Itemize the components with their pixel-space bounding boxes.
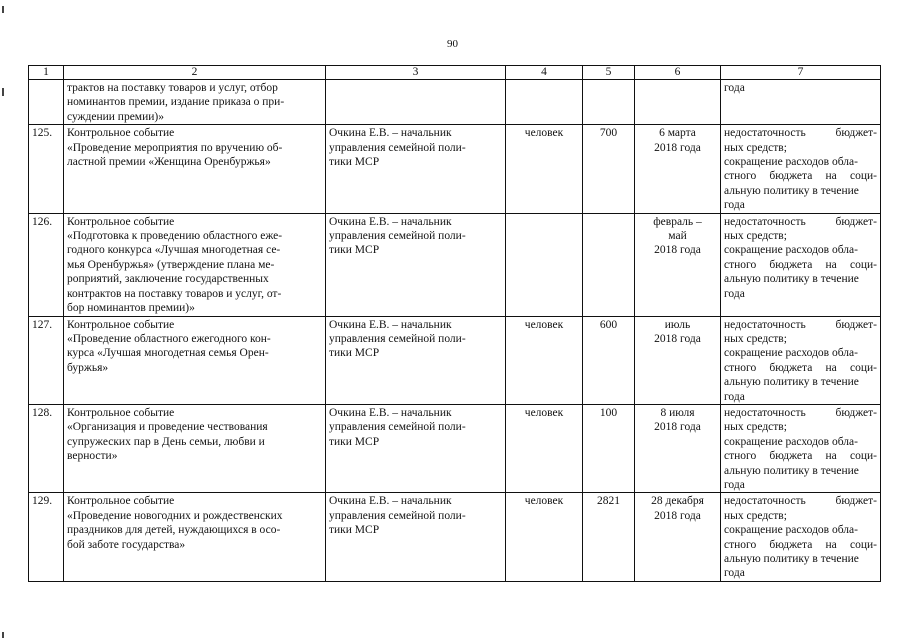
event-cell [64,80,326,125]
risk-cell [721,404,881,492]
column-number: 6 [635,66,721,80]
risk-line: недостаточность бюджет- [724,318,877,331]
column-number: 4 [506,66,583,80]
date-cell [635,80,721,125]
event-line: Контрольное событие [67,495,175,508]
date-line: 2018 года [654,332,701,345]
date-line: 8 июля [660,406,695,419]
risk-line: альную политику в течение [724,464,859,477]
risk-line: стного бюджета на соци- [724,361,877,374]
responsible-line: управления семейной поли- [329,332,466,345]
row-number-cell: 126. [29,213,64,316]
risk-line: альную политику в течение [724,273,859,286]
risk-line: стного бюджета на соци- [724,258,877,271]
risk-line: года [724,82,745,94]
date-cell [635,316,721,404]
value-cell: 2821 [583,493,635,581]
date-line: июль [664,318,691,331]
responsible-line: тики МСР [329,156,380,169]
risk-cell [721,213,881,316]
unit-cell: человек [506,125,583,213]
column-number: 2 [64,66,326,80]
risk-line: стного бюджета на соци- [724,538,877,551]
value-cell [583,213,635,316]
event-cell [64,213,326,316]
unit-cell [506,213,583,316]
event-line: верности» [67,450,118,463]
responsible-line: Очкина Е.В. – начальник [329,318,452,331]
event-line: Контрольное событие [67,318,175,331]
risk-line: стного бюджета на соци- [724,450,877,463]
date-line: 6 марта [659,127,696,140]
event-line: Контрольное событие [67,127,175,140]
page-number: 90 [447,38,458,50]
date-cell [635,404,721,492]
unit-cell [506,80,583,125]
responsible-cell [326,80,506,125]
risk-line: года [724,390,745,403]
row-number-cell: 129. [29,493,64,581]
date-line: май [668,230,687,243]
row-number-cell [29,80,64,125]
date-line: 2018 года [654,421,701,434]
risk-line: ных средств; [724,421,787,434]
risk-line: альную политику в течение [724,553,859,565]
risk-line: сокращение расходов обла- [724,435,858,448]
table-row [29,493,881,581]
date-cell [635,213,721,316]
scan-edge-mark [2,632,4,638]
responsible-cell [326,316,506,404]
responsible-line: тики МСР [329,435,380,448]
responsible-line: тики МСР [329,347,380,360]
table-row [29,125,881,213]
risk-line: недостаточность бюджет- [724,406,877,419]
risk-line: сокращение расходов обла- [724,156,858,169]
risk-line: года [724,287,745,300]
event-line: буржья» [67,361,109,374]
responsible-line: управления семейной поли- [329,230,466,243]
event-line: контрактов на поставку товаров и услуг, от- [67,287,282,300]
table-row [29,404,881,492]
value-cell: 100 [583,404,635,492]
risk-cell [721,125,881,213]
table-row [29,316,881,404]
risk-line: ных средств; [724,230,787,243]
event-line: номинантов премии, издание приказа о при- [67,96,285,109]
date-line: февраль – [653,215,702,228]
risk-line: недостаточность бюджет- [724,127,877,140]
continuation-row [29,80,881,125]
risk-line: альную политику в течение [724,184,859,197]
event-line: Контрольное событие [67,406,175,419]
risk-line: недостаточность бюджет- [724,215,877,228]
column-number: 3 [326,66,506,80]
event-line: годного конкурса «Лучшая многодетная се- [67,244,281,257]
event-line: праздников для детей, нуждающихся в осо- [67,524,281,537]
responsible-line: тики МСР [329,244,380,257]
event-line: трактов на поставку товаров и услуг, отбор [67,82,278,94]
responsible-cell [326,125,506,213]
event-line: ластной премии «Женщина Оренбуржья» [67,156,271,169]
responsible-cell [326,493,506,581]
event-cell [64,125,326,213]
risk-line: ных средств; [724,509,787,522]
risk-line: сокращение расходов обла- [724,347,858,360]
responsible-line: управления семейной поли- [329,421,466,434]
scan-edge-mark [2,88,4,96]
event-line: «Проведение новогодних и рождественских [67,509,283,522]
unit-cell: человек [506,316,583,404]
event-line: роприятий, заключение государственных [67,273,269,286]
event-cell [64,493,326,581]
responsible-line: управления семейной поли- [329,509,466,522]
event-line: бой заботе государства» [67,538,186,551]
event-line: мья Оренбуржья» (утверждение плана ме- [67,258,275,271]
row-number-cell: 125. [29,125,64,213]
event-cell [64,316,326,404]
row-number-cell: 127. [29,316,64,404]
event-line: «Подготовка к проведению областного еже- [67,230,283,243]
risk-cell [721,493,881,581]
event-line: курса «Лучшая многодетная семья Орен- [67,347,269,360]
risk-line: года [724,478,745,491]
date-cell [635,493,721,581]
date-line: 2018 года [654,244,701,257]
responsible-line: Очкина Е.В. – начальник [329,406,452,419]
responsible-line: Очкина Е.В. – начальник [329,495,452,508]
risk-line: альную политику в течение [724,376,859,389]
risk-line: года [724,199,745,212]
responsible-cell [326,404,506,492]
risk-line: ных средств; [724,141,787,154]
responsible-line: управления семейной поли- [329,141,466,154]
date-line: 2018 года [654,141,701,154]
risk-line: года [724,567,745,580]
event-line: суждении премии)» [67,110,164,123]
column-number-row [29,66,881,80]
event-line: бор номинантов премии)» [67,302,195,315]
risk-line: сокращение расходов обла- [724,524,858,537]
responsible-line: тики МСР [329,524,380,537]
risk-line: недостаточность бюджет- [724,495,877,508]
events-table [28,65,881,582]
scan-edge-mark [2,6,4,13]
risk-line: сокращение расходов обла- [724,244,858,257]
table-row [29,213,881,316]
responsible-line: Очкина Е.В. – начальник [329,127,452,140]
responsible-line: Очкина Е.В. – начальник [329,215,452,228]
event-line: «Проведение областного ежегодного кон- [67,332,271,345]
responsible-cell [326,213,506,316]
value-cell: 700 [583,125,635,213]
unit-cell: человек [506,404,583,492]
unit-cell: человек [506,493,583,581]
date-line: 2018 года [654,509,701,522]
event-cell [64,404,326,492]
risk-line: стного бюджета на соци- [724,170,877,183]
value-cell [583,80,635,125]
risk-cell [721,316,881,404]
date-line: 28 декабря [651,495,704,508]
column-number: 1 [29,66,64,80]
event-line: Контрольное событие [67,215,175,228]
date-cell [635,125,721,213]
event-line: «Проведение мероприятия по вручению об- [67,141,283,154]
row-number-cell: 128. [29,404,64,492]
column-number: 5 [583,66,635,80]
event-line: «Организация и проведение чествования [67,421,268,434]
column-number: 7 [721,66,881,80]
risk-line: ных средств; [724,332,787,345]
risk-cell [721,80,881,125]
value-cell: 600 [583,316,635,404]
event-line: супружеских пар в День семьи, любви и [67,435,265,448]
